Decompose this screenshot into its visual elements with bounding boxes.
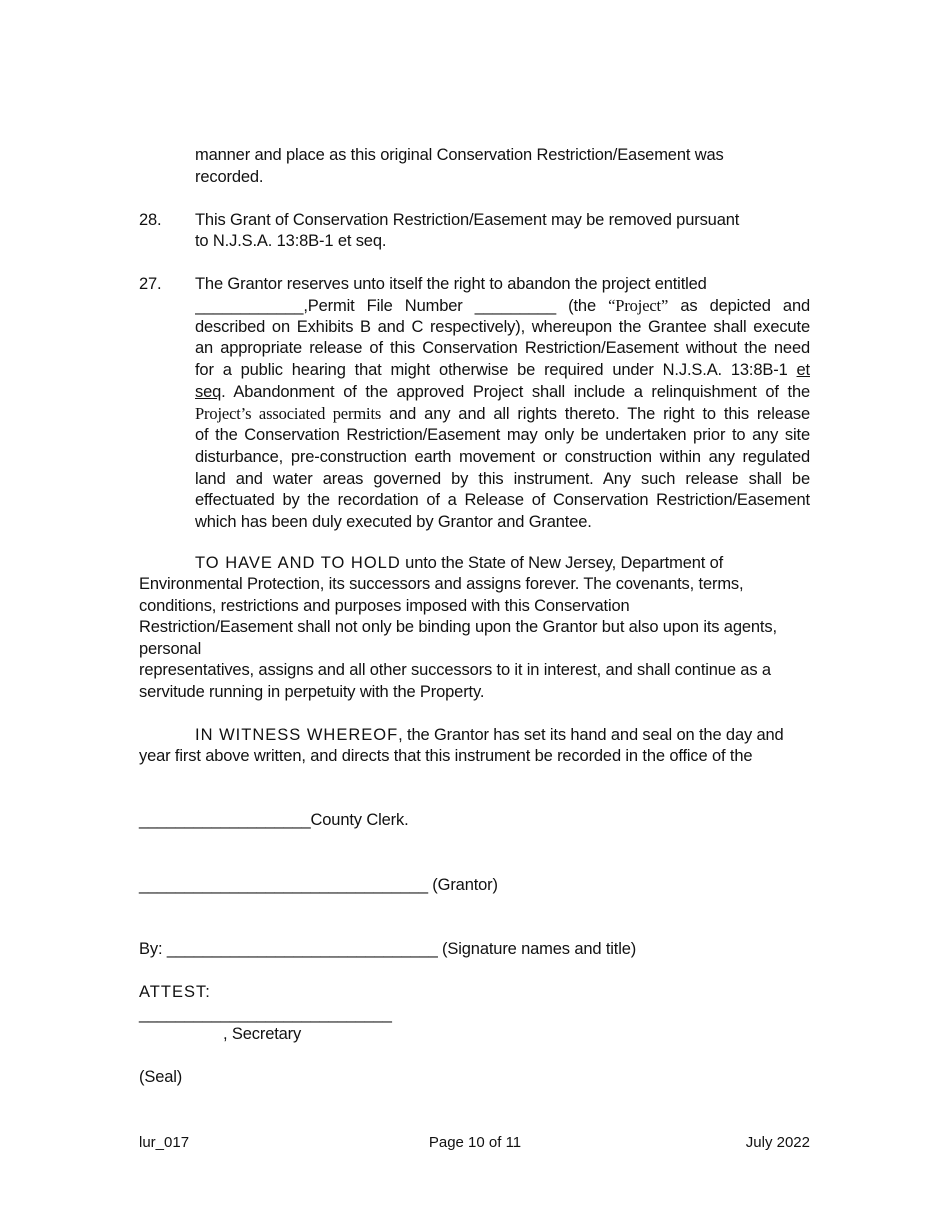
public-hearing-text: for a public hearing that might otherwise be required under N.J.S.A. 13:8B-1 (195, 361, 797, 380)
project-term: “Project” (608, 296, 669, 315)
county-clerk-blank[interactable]: ___________________ (139, 811, 311, 829)
habendum-line-1-rest: unto the State of New Jersey, Department of (400, 554, 724, 572)
associated-permits-text: Project’s associated permits (195, 404, 382, 424)
county-clerk-line (139, 810, 409, 832)
para-28-line-1: This Grant of Conservation Restriction/Easement may be removed pursuant (195, 211, 740, 229)
para-27-number: 27. (139, 275, 162, 293)
para-27-line-10: land and water areas governed by this instrument. Any such release shall be (195, 469, 810, 488)
habendum-line-7: servitude running in perpetuity with the Property. (139, 683, 485, 701)
para-27-line-9: disturbance, pre-construction earth movement or construction within any regulated (195, 447, 810, 466)
footer-doc-id: lur_017 (139, 1134, 190, 1151)
the-label: (the (556, 297, 609, 315)
habendum-line-1 (195, 553, 723, 575)
para-27-line-11: effectuated by the recordation of a Release of Conservation Restriction/Easement (195, 491, 810, 510)
secretary-label: , Secretary (223, 1025, 302, 1043)
seal-label: (Seal) (139, 1068, 183, 1086)
para-27-line-5 (195, 360, 810, 382)
footer-page-number: Page 10 of 11 (428, 1134, 522, 1151)
witness-lead: IN WITNESS WHEREOF (195, 726, 399, 744)
para-27-line-12: which has been duly executed by Grantor and Grantee. (195, 512, 592, 531)
grantor-label: (Grantor) (427, 876, 498, 894)
depicted-label: as depicted and (668, 297, 810, 315)
grantor-line (139, 875, 498, 897)
para-27-line-1: The Grantor reserves unto itself the right to abandon the project entitled (195, 275, 707, 293)
footer-date: July 2022 (745, 1134, 810, 1151)
habendum-line-5: personal (139, 640, 202, 658)
continuation-line-2: recorded. (195, 168, 264, 186)
para-27-line-6 (195, 382, 810, 404)
attest-label: ATTEST: (139, 983, 211, 1001)
habendum-line-6: representatives, assigns and all other successors to it in interest, and shall continue as a (139, 661, 771, 679)
seq-underlined: seq (195, 382, 222, 401)
county-clerk-label: County Clerk. (310, 811, 409, 829)
para-28-number: 28. (139, 211, 162, 229)
para-28-line-2: to N.J.S.A. 13:8B-1 et seq. (195, 232, 387, 250)
et-underlined: et (796, 361, 810, 380)
permit-number-blank: _________ (474, 297, 556, 315)
permit-file-label: ,Permit File Number (303, 297, 475, 315)
para-27-body (195, 295, 810, 534)
abandonment-text: . Abandonment of the approved Project shall include a relinquishment of the (221, 382, 810, 401)
rights-thereto-text: and any and all rights thereto. The right to this release (381, 405, 810, 424)
signature-names-label: (Signature names and title) (437, 940, 637, 958)
witness-line-1-rest: , the Grantor has set its hand and seal on the day and (398, 726, 784, 744)
para-27-line-3: described on Exhibits B and C respectively), whereupon the Grantee shall execute (195, 317, 810, 336)
para-27-line-2 (195, 295, 810, 317)
para-27-line-7 (195, 403, 810, 425)
para-27-line-4: an appropriate release of this Conservation Restriction/Easement without the need (195, 339, 810, 358)
by-line (139, 939, 636, 961)
habendum-line-3: conditions, restrictions and purposes imposed with this Conservation (139, 597, 630, 615)
para-27-line-8: of the Conservation Restriction/Easement may only be undertaken prior to any site (195, 426, 810, 445)
witness-line-1 (195, 725, 784, 747)
habendum-lead: TO HAVE AND TO HOLD (195, 554, 401, 572)
by-label: By: (139, 940, 167, 958)
attest-signature-blank[interactable]: ____________________________ (139, 1005, 392, 1023)
project-name-blank: ____________ (195, 297, 304, 315)
continuation-line-1: manner and place as this original Conservation Restriction/Easement was (195, 146, 724, 164)
witness-line-2: year first above written, and directs that this instrument be recorded in the office of the (139, 747, 753, 765)
habendum-line-4: Restriction/Easement shall not only be binding upon the Grantor but also upon its agents, (139, 618, 777, 636)
habendum-line-2: Environmental Protection, its successors and assigns forever. The covenants, terms, (139, 575, 744, 593)
grantor-signature-blank[interactable]: ________________________________ (139, 876, 428, 894)
by-signature-blank[interactable]: ______________________________ (166, 940, 438, 958)
